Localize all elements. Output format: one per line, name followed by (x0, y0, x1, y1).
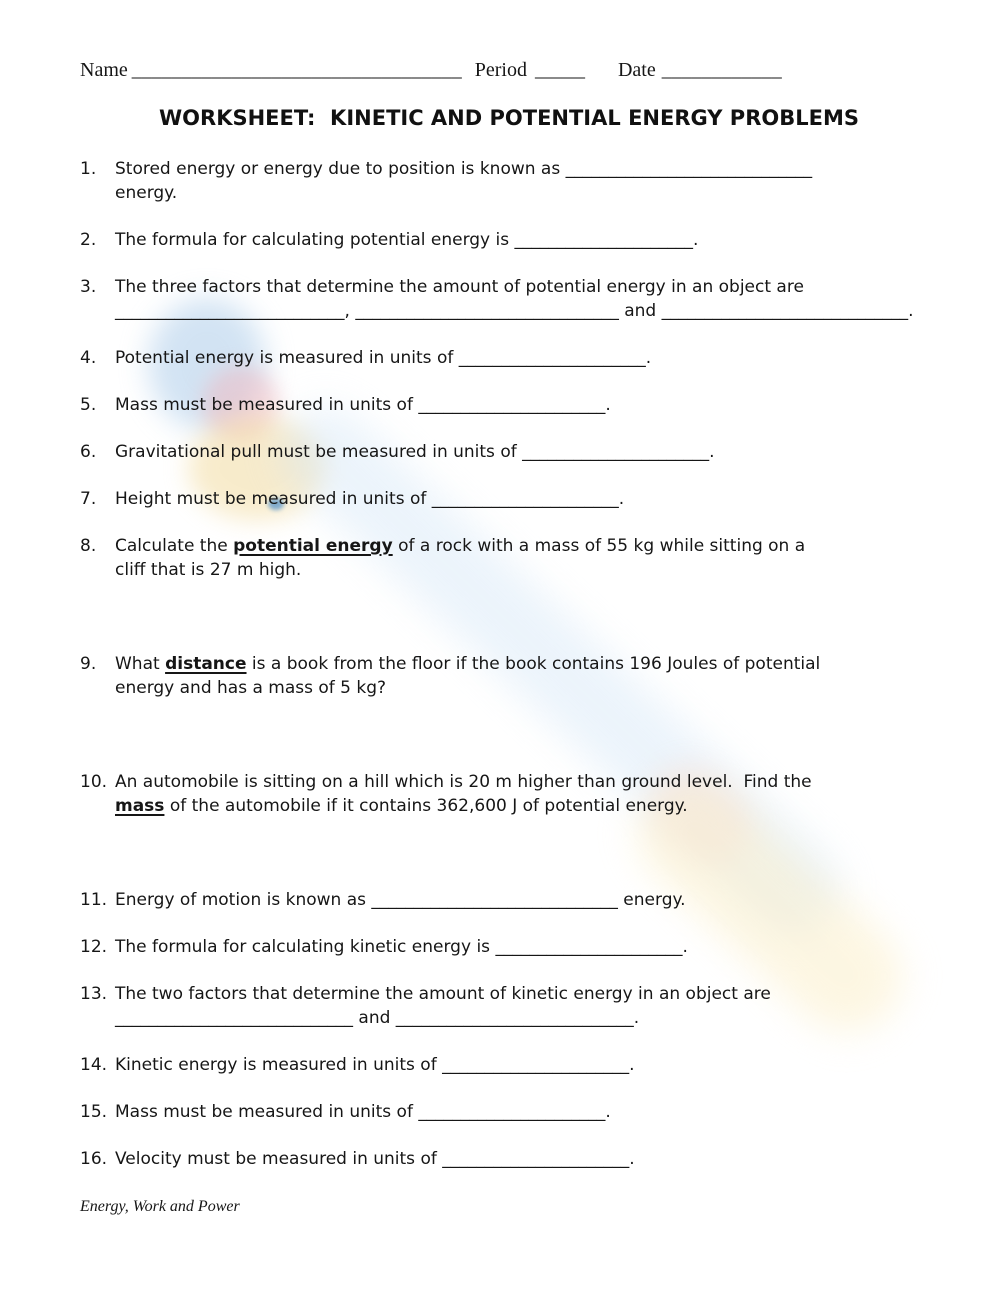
blank-line: _______________________________ (355, 301, 619, 321)
blank-line: _____________________ (514, 230, 694, 250)
question-text-segment: energy and has a mass of 5 kg? (115, 678, 387, 698)
question-text-segment: and (618, 301, 662, 321)
question-text-segment: Gravitational pull must be measured in units of (115, 442, 523, 462)
question-item (80, 652, 938, 700)
question-number: 16. (80, 1149, 108, 1169)
question-text-segment: . (605, 395, 611, 415)
question-item (80, 982, 938, 1030)
question-text (115, 935, 938, 959)
question-text-segment: is a book from the floor if the book contains 196 Joules of potential (246, 654, 821, 674)
period-blank-line: _____ (534, 59, 585, 81)
question-text-segment: of the automobile if it contains 362,600 J of potential energy. (164, 796, 688, 816)
question-text (115, 157, 938, 205)
question-text-segment: Stored energy or energy due to position is known as (115, 159, 566, 179)
blank-line: ______________________ (442, 1149, 630, 1169)
blank-line: _____________________________ (371, 890, 618, 910)
date-blank-line: ____________ (661, 59, 782, 81)
blank-line: ______________________ (495, 937, 683, 957)
question-number: 9. (80, 654, 97, 674)
question-text-segment: The formula for calculating kinetic energy is (115, 937, 496, 957)
question-text (115, 770, 938, 818)
question-text-segment: potential energy (233, 536, 393, 556)
blank-line: ______________________ (431, 489, 619, 509)
question-number: 8. (80, 536, 97, 556)
blank-line: ______________________ (458, 348, 646, 368)
blank-line: ____________________________ (395, 1008, 634, 1028)
question-text-segment: Kinetic energy is measured in units of (115, 1055, 443, 1075)
question-item (80, 275, 938, 323)
question-text (115, 228, 938, 252)
question-text-segment: Height must be measured in units of (115, 489, 432, 509)
question-number: 1. (80, 159, 97, 179)
blank-line: ______________________ (418, 1102, 606, 1122)
question-text (115, 1053, 938, 1077)
question-text-segment: Potential energy is measured in units of (115, 348, 459, 368)
question-number: 7. (80, 489, 97, 509)
blank-line: _____________________________ (565, 159, 813, 179)
question-text-segment: Mass must be measured in units of (115, 395, 419, 415)
worksheet-title: WORKSHEET: KINETIC AND POTENTIAL ENERGY PROBLEMS (159, 106, 859, 130)
question-item (80, 1100, 938, 1124)
question-item (80, 346, 938, 370)
question-item (80, 534, 938, 582)
question-text-segment: . (682, 937, 688, 957)
question-number: 11. (80, 890, 108, 910)
question-item (80, 440, 938, 464)
question-text-segment: and (353, 1008, 396, 1028)
question-number: 5. (80, 395, 97, 415)
blank-line: ______________________ (418, 395, 606, 415)
question-text-segment: The three factors that determine the amount of potential energy in an object are (115, 277, 804, 297)
question-text (115, 393, 938, 417)
question-text-segment: . (618, 489, 625, 509)
question-number: 3. (80, 277, 97, 297)
question-item (80, 393, 938, 417)
question-text-segment: energy. (115, 183, 178, 203)
blank-line: _____________________________ (661, 301, 909, 321)
question-text (115, 487, 938, 511)
question-text-segment: . (709, 442, 715, 462)
question-item (80, 157, 938, 205)
question-text-segment: mass (115, 796, 165, 816)
question-text-segment: . (633, 1008, 640, 1028)
date-label: Date (617, 59, 656, 81)
question-item (80, 487, 938, 511)
question-text (115, 982, 938, 1030)
blank-line: ____________________________ (115, 1008, 353, 1028)
question-number: 6. (80, 442, 97, 462)
question-text-segment: . (605, 1102, 611, 1122)
question-item (80, 228, 938, 252)
question-text-segment: The two factors that determine the amount of kinetic energy in an object are (115, 984, 771, 1004)
footer-title: Energy, Work and Power (80, 1198, 240, 1215)
question-text-segment: of a rock with a mass of 55 kg while sitting on a (392, 536, 806, 556)
question-text-segment: . (908, 301, 914, 321)
question-text-segment: distance (165, 654, 247, 674)
question-text (115, 652, 938, 700)
question-text-segment: An automobile is sitting on a hill which is 20 m higher than ground level. Find the (115, 772, 812, 792)
question-text-segment: . (629, 1055, 635, 1075)
question-number: 13. (80, 984, 108, 1004)
question-text-segment: . (629, 1149, 635, 1169)
question-text-segment: cliff that is 27 m high. (115, 560, 302, 580)
question-text (115, 275, 938, 323)
question-item (80, 935, 938, 959)
question-number: 10. (80, 772, 108, 792)
question-list (80, 157, 938, 1171)
question-text-segment: . (645, 348, 652, 368)
header (80, 0, 938, 82)
question-text (115, 888, 938, 912)
question-text-segment: , (344, 301, 356, 321)
question-number: 15. (80, 1102, 108, 1122)
blank-line: ______________________ (522, 442, 710, 462)
question-text-segment: What (115, 654, 166, 674)
question-text (115, 1147, 938, 1171)
question-number: 2. (80, 230, 97, 250)
question-text-segment: Calculate the (115, 536, 234, 556)
question-text (115, 346, 938, 370)
period-label: Period (474, 59, 527, 81)
question-text (115, 534, 938, 582)
question-text-segment: . (693, 230, 699, 250)
question-text-segment: Mass must be measured in units of (115, 1102, 419, 1122)
question-number: 12. (80, 937, 108, 957)
question-item (80, 1147, 938, 1171)
name-label: Name (80, 59, 128, 81)
question-text (115, 440, 938, 464)
question-number: 14. (80, 1055, 108, 1075)
question-text-segment: Velocity must be measured in units of (115, 1149, 443, 1169)
blank-line: ______________________ (442, 1055, 630, 1075)
name-blank-line: _________________________________ (131, 59, 462, 81)
question-text-segment: The formula for calculating potential energy is (115, 230, 515, 250)
question-item (80, 888, 938, 912)
question-text (115, 1100, 938, 1124)
question-item (80, 1053, 938, 1077)
question-text-segment: Energy of motion is known as (115, 890, 372, 910)
question-text-segment: energy. (617, 890, 686, 910)
blank-line: ___________________________ (115, 301, 345, 321)
question-item (80, 770, 938, 818)
question-number: 4. (80, 348, 97, 368)
